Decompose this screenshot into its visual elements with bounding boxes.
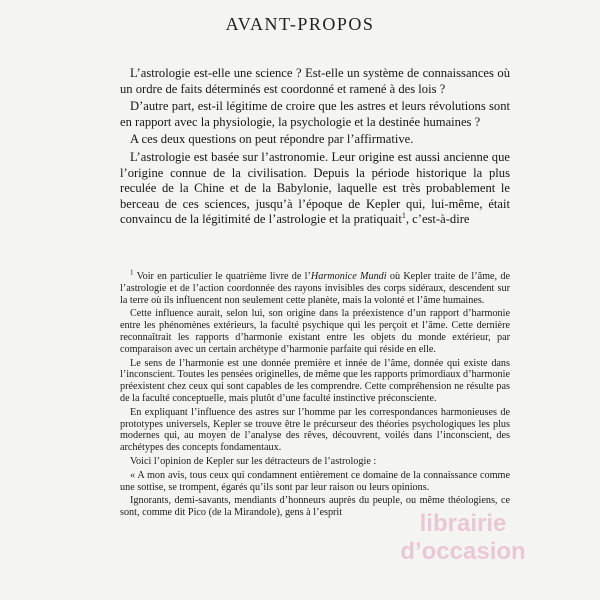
work-title: Harmonice Mundi [310, 271, 387, 282]
footnote-paragraph-3: Le sens de l’harmonie est une donnée première et innée de l’âme, donnée qui existe dans l’inconscient. Toutes les pensées originelles, de même que les rapports primordiaux d’harmonie préexistent chez ceux qui sont capables de les comprendre. Cette compréhension ne résulte pas de la faculté conceptuelle, mais plutôt d’une faculté instinctive préconsciente. [120, 357, 510, 404]
footnote-reference: 1 [401, 211, 406, 221]
paragraph-4-text: L’astrologie est basée sur l’astronomie. Leur origine est aussi ancienne que l’origine connue de la civilisation. Depuis la période historique la plus reculée de la Chine et de la Babylonie, laquelle est très probablement le berceau de ces sciences, jusqu’à l’époque de Kepler qui, lui-même, était convaincu de la légitimité de l’astrologie et la pratiquait [120, 149, 510, 227]
footnote-1 [120, 268, 510, 306]
page-title: AVANT-PROPOS [225, 14, 375, 34]
footnote-paragraph-2: Cette influence aurait, selon lui, son origine dans la préexistence d’un rapport d’harmonie entre les phénomènes extérieurs, la faculté psychique qui les perçoit et l’âme. Cette dernière reconnaîtrait les rapports d’harmonie existant entre les objets du monde extérieur, par comparaison avec un certain archétype d’harmonie parfaite qui réside en elle. [120, 308, 510, 355]
footnote-quote-1: « A mon avis, tous ceux qui condamnent entièrement ce domaine de la connaissance comme une sottise, se trompent, égarés qu’ils sont par leur raison ou leurs opinions. [120, 469, 510, 493]
footnote-marker: 1 [130, 268, 134, 277]
paragraph-2: D’autre part, est-il légitime de croire que les astres et leurs révolutions sont en rapport avec la physiologie, la psychologie et la destinée humaines ? [120, 99, 510, 129]
paragraph-1: L’astrologie est-elle une science ? Est-elle un système de connaissances où un ordre de faits déterminés est coordonné et ramené à des lois ? [120, 66, 510, 96]
footnote-paragraph-5: Voici l’opinion de Kepler sur les détracteurs de l’astrologie : [130, 455, 377, 467]
paragraph-3: A ces deux questions on peut répondre par l’affirmative. [130, 132, 414, 147]
paragraph-4-ending: , c’est-à-dire [405, 212, 470, 227]
footnote-paragraph-4: En expliquant l’influence des astres sur l’homme par les correspondances harmonieuses de prototypes universels, Kepler se trouve être le précurseur des théories psychologiques les plus modernes qui, au moyen de l’analyse des rêves, découvrent, voilés dans l’inconscient, des archétypes des concepts fondamentaux. [120, 406, 510, 454]
watermark-line-2: d’occasion [400, 538, 526, 565]
watermark-line-1: librairie [419, 510, 507, 537]
footnote-quote-2: Ignorants, demi-savants, mendiants d’honneurs auprès du peuple, ou même théologiens, ce sont, comme dit Pico (de la Mirandole), gens à l’esprit [120, 495, 510, 519]
paragraph-4 [120, 150, 510, 228]
footnote-1-lead: Voir en particulier le quatrième livre de l’ [136, 271, 311, 282]
main-text [120, 66, 510, 230]
footnotes [120, 268, 510, 521]
footnote-1-rest: où Kepler traite de l’âme, de l’astrologie et de l’action coordonnée des rayons invisibles des corps sidéraux, descendent sur la terre où ils influencent non seulement cette planète, mais la volonté et l’âme humaines. [120, 271, 510, 306]
